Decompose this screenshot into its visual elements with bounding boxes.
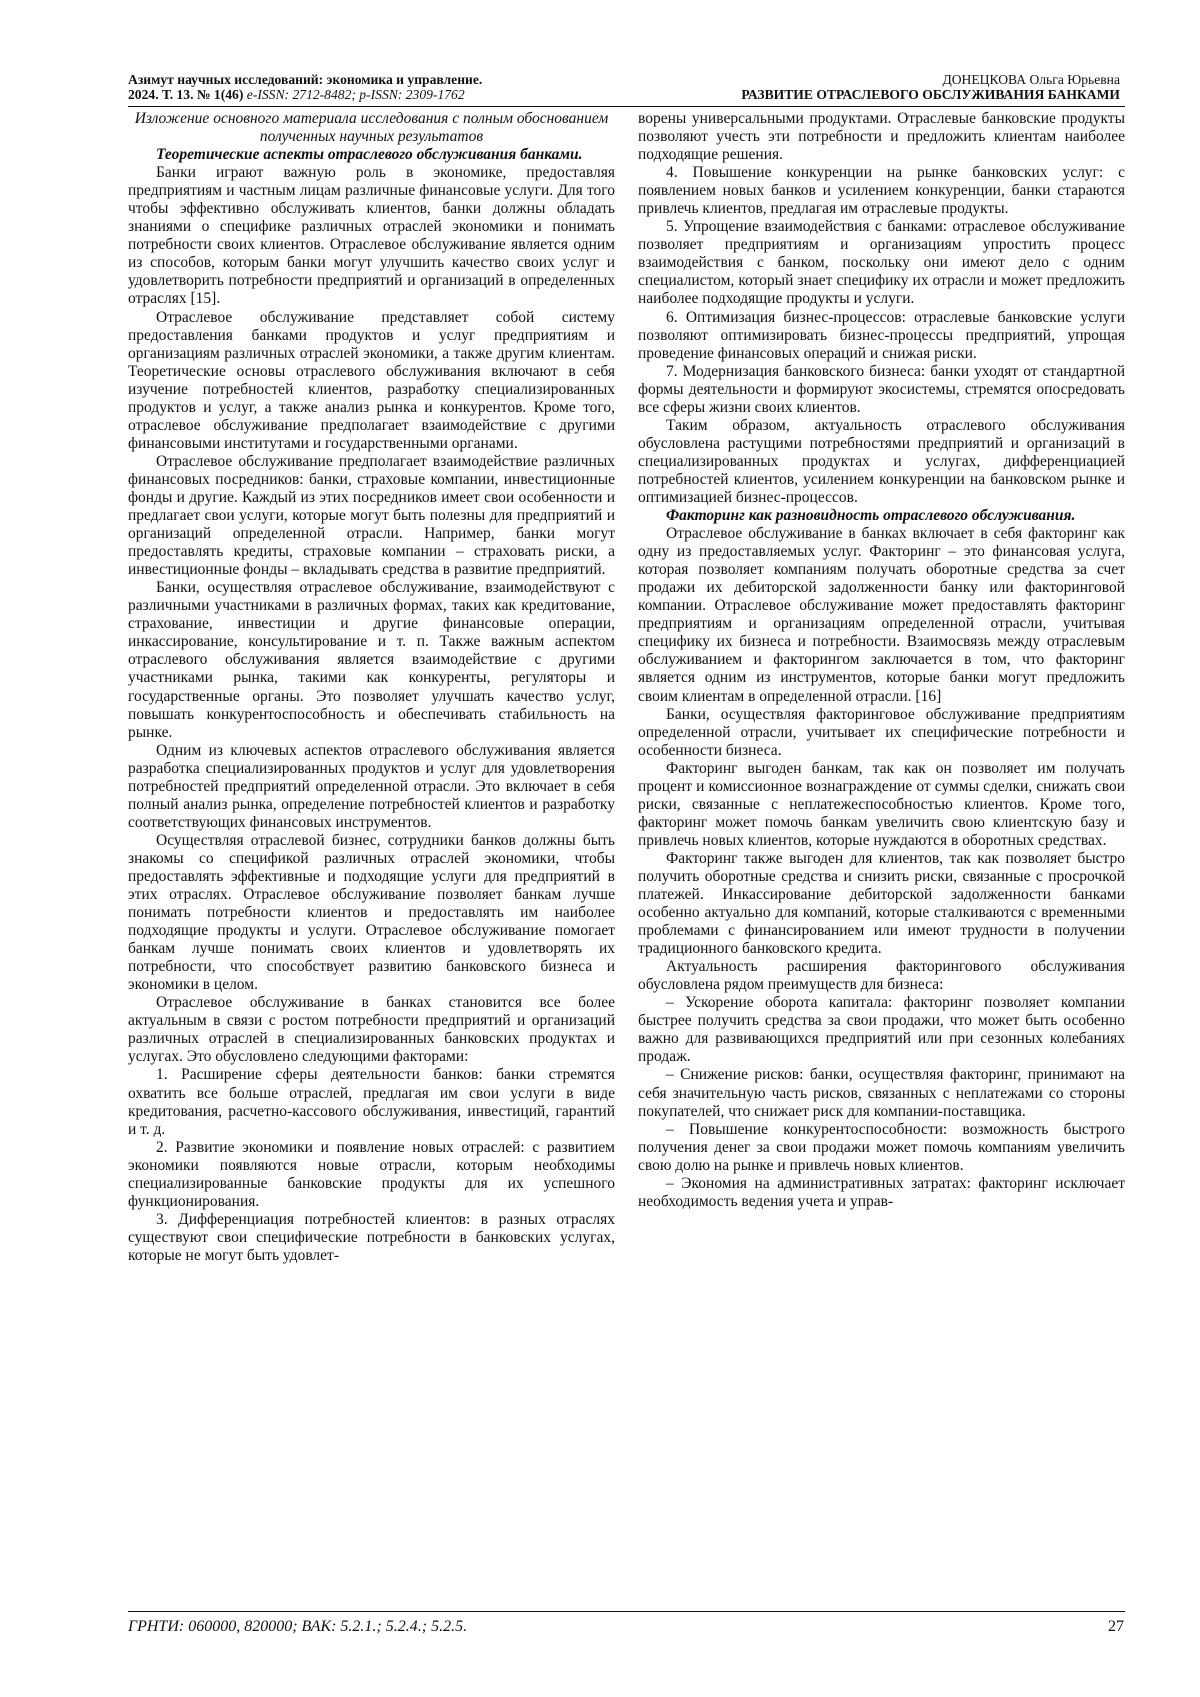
footer-rule bbox=[128, 1611, 1125, 1612]
paragraph: ворены универсальными продуктами. Отраслевые банковские продукты позволяют учесть эти потребности и предложить клиентам наиболее подходящие решения. bbox=[638, 110, 1125, 164]
list-item: 7. Модернизация банковского бизнеса: банки уходят от стандартной формы деятельности и формируют экосистемы, стремятся опосредовать все сферы жизни своих клиентов. bbox=[638, 362, 1125, 416]
paragraph: Отраслевое обслуживание в банках становится все более актуальным в связи с ростом потребности предприятий и организаций различных отраслей в специализированных банковских продуктах и услугах. Это обусловлено следующими факторами: bbox=[128, 994, 615, 1066]
paragraph: Факторинг также выгоден для клиентов, так как позволяет быстро получить оборотные средства и снизить риски, связанные с просрочкой платежей. Инкассирование дебиторской задолженности банками особенно актуально для компаний, которые сталкиваются с временными проблемами с финансированием или имеют трудности в получении традиционного банковского кредита. bbox=[638, 849, 1125, 958]
left-column bbox=[128, 110, 615, 1265]
paragraph: Отраслевое обслуживание представляет собой систему предоставления банками продуктов и услуг предприятиям и организациям различных отраслей экономики, а также другим клиентам. Теоретические основы отраслевого обслуживания включают в себя изучение потребностей клиентов, разработку специализированных продуктов и услуг, а также анализ рынка и конкурентов. Кроме того, отраслевое обслуживание предполагает взаимодействие с другими финансовыми институтами и государственными органами. bbox=[128, 308, 615, 452]
article-title: РАЗВИТИЕ ОТРАСЛЕВОГО ОБСЛУЖИВАНИЯ БАНКАМИ bbox=[741, 87, 1120, 102]
list-item: – Ускорение оборота капитала: факторинг позволяет компании быстрее получить средства за свои продажи, что может быть особенно важно для развивающихся предприятий или при сезонных колебаниях продаж. bbox=[638, 994, 1125, 1066]
journal-issue: 2024. Т. 13. № 1(46) bbox=[128, 87, 244, 102]
paragraph: Актуальность расширения факторингового обслуживания обусловлена рядом преимуществ для бизнеса: bbox=[638, 958, 1125, 994]
paragraph: Банки играют важную роль в экономике, предоставляя предприятиям и частным лицам различные финансовые услуги. Для того чтобы эффективно обслуживать клиентов, банки должны обладать знаниями о специфике различных отраслей экономики и понимать потребности своих клиентов. Отраслевое обслуживание является одним из способов, которым банки могут улучшить качество своих услуг и удовлетворить потребности предприятий и организаций в определенных отраслях [15]. bbox=[128, 164, 615, 308]
classification-codes: ГРНТИ: 060000, 820000; ВАК: 5.2.1.; 5.2.4.; 5.2.5. bbox=[128, 1618, 468, 1635]
paragraph: Отраслевое обслуживание в банках включает в себя факторинг как одну из предоставляемых услуг. Факторинг – это финансовая услуга, которая позволяет компаниям получать оборотные средства за счет продажи их дебиторской задолженности банку или факторинговой компании. Отраслевое обслуживание может предоставлять факторинг предприятиям и организациям определенной отрасли, учитывая специфику их бизнеса и потребности. Взаимосвязь между отраслевым обслуживанием и факторингом заключается в том, что факторинг является одним из инструментов, которые банки могут предложить своим клиентам в определенной отрасли. [16] bbox=[638, 525, 1125, 705]
list-item: 2. Развитие экономики и появление новых отраслей: с развитием экономики появляются новые отрасли, которым необходимы специализированные банковские продукты для их успешного функционирования. bbox=[128, 1138, 615, 1210]
list-item: – Снижение рисков: банки, осуществляя факторинг, принимают на себя значительную часть рисков, связанных с неплатежами со стороны покупателей, что снижает риск для компании-поставщика. bbox=[638, 1066, 1125, 1120]
journal-issn: e-ISSN: 2712-8482; p-ISSN: 2309-1762 bbox=[246, 87, 465, 102]
list-item: 1. Расширение сферы деятельности банков: банки стремятся охватить все больше отраслей, предлагая им свои услуги в виде кредитования, расчетно-кассового обслуживания, инвестиций, гарантий и т. д. bbox=[128, 1066, 615, 1138]
list-item: 3. Дифференциация потребностей клиентов: в разных отраслях существуют свои специфические потребности в банковских услугах, которые не могут быть удовлет- bbox=[128, 1210, 615, 1264]
paragraph: Банки, осуществляя отраслевое обслуживание, взаимодействуют с различными участниками в различных формах, таких как кредитование, страхование, инвестиции и другие финансовые операции, инкассирование, консультирование и т. п. Также важным аспектом отраслевого обслуживания является взаимодействие с другими участниками рынка, такими как конкуренты, регуляторы и государственные органы. Это позволяет улучшать качество услуг, повышать конкурентоспособность и обеспечивать стабильность на рынке. bbox=[128, 579, 615, 741]
journal-name: Азимут научных исследований: экономика и управление. bbox=[128, 72, 483, 87]
header-article-info bbox=[600, 72, 1120, 102]
header-rule bbox=[128, 106, 1125, 107]
paragraph: Факторинг выгоден банкам, так как он позволяет им получать процент и комиссионное вознаграждение от суммы сделки, снижать свои риски, связанные с неплатежеспособностью клиентов. Кроме того, факторинг может помочь банкам увеличить свою клиентскую базу и привлечь новых клиентов, которые нуждаются в оборотных средствах. bbox=[638, 759, 1125, 849]
header-journal-info bbox=[128, 72, 648, 102]
paragraph: Банки, осуществляя факторинговое обслуживание предприятиям определенной отрасли, учитывает их специфические потребности и особенности бизнеса. bbox=[638, 705, 1125, 759]
article-author: ДОНЕЦКОВА Ольга Юрьевна bbox=[942, 72, 1120, 87]
paragraph: Осуществляя отраслевой бизнес, сотрудники банков должны быть знакомы со спецификой различных отраслей экономики, чтобы предоставлять эффективные и подходящие услуги для предприятий в этих отраслях. Отраслевое обслуживание позволяет банкам лучше понимать потребности клиентов и предоставлять им наиболее подходящие продукты и услуги. Отраслевое обслуживание помогает банкам лучше понимать своих клиентов и удовлетворять их потребности, что способствует развитию банковского бизнеса и экономики в целом. bbox=[128, 831, 615, 994]
list-item: 4. Повышение конкуренции на рынке банковских услуг: с появлением новых банков и усилением конкуренции, банки стараются привлечь клиентов, предлагая им отраслевые продукты. bbox=[638, 164, 1125, 218]
paragraph: Таким образом, актуальность отраслевого обслуживания обусловлена растущими потребностями предприятий и организаций в специализированных продуктах и услугах, дифференциацией потребностей клиентов, усилением конкуренции на банковском рынке и оптимизацией бизнес-процессов. bbox=[638, 416, 1125, 506]
section-intro: Изложение основного материала исследования с полным обоснованием полученных научных результатов bbox=[134, 110, 609, 146]
paragraph: Отраслевое обслуживание предполагает взаимодействие различных финансовых посредников: банки, страховые компании, инвестиционные фонды и другие. Каждый из этих посредников имеет свои особенности и предлагает свои услуги, которые могут быть полезны для предприятий и организаций определенной отрасли. Например, банки могут предоставлять кредиты, страховые компании – страховать риски, а инвестиционные фонды – вкладывать средства в развитие предприятий. bbox=[128, 452, 615, 579]
list-item: – Повышение конкурентоспособности: возможность быстрого получения денег за свои продажи может помочь компаниям увеличить свою долю на рынке и привлечь новых клиентов. bbox=[638, 1120, 1125, 1174]
page-number: 27 bbox=[1108, 1618, 1124, 1635]
list-item: 5. Упрощение взаимодействия с банками: отраслевое обслуживание позволяет предприятиям и организациям упростить процесс взаимодействия с банком, поскольку они имеют дело с одним специалистом, который знает специфику их отрасли и может предложить наиболее подходящие продукты и услуги. bbox=[638, 218, 1125, 308]
section-heading: Факторинг как разновидность отраслевого обслуживания. bbox=[666, 507, 1076, 525]
right-column bbox=[638, 110, 1125, 1211]
section-heading: Теоретические аспекты отраслевого обслуживания банками. bbox=[156, 146, 583, 164]
list-item: – Экономия на административных затратах: факторинг исключает необходимость ведения учета и управ- bbox=[638, 1174, 1125, 1210]
list-item: 6. Оптимизация бизнес-процессов: отраслевые банковские услуги позволяют оптимизировать бизнес-процессы предприятий, упрощая проведение финансовых операций и снижая риски. bbox=[638, 308, 1125, 362]
paragraph: Одним из ключевых аспектов отраслевого обслуживания является разработка специализированных продуктов и услуг для удовлетворения потребностей предприятий определенной отрасли. Это включает в себя полный анализ рынка, определение потребностей клиентов и разработку соответствующих финансовых инструментов. bbox=[128, 741, 615, 831]
